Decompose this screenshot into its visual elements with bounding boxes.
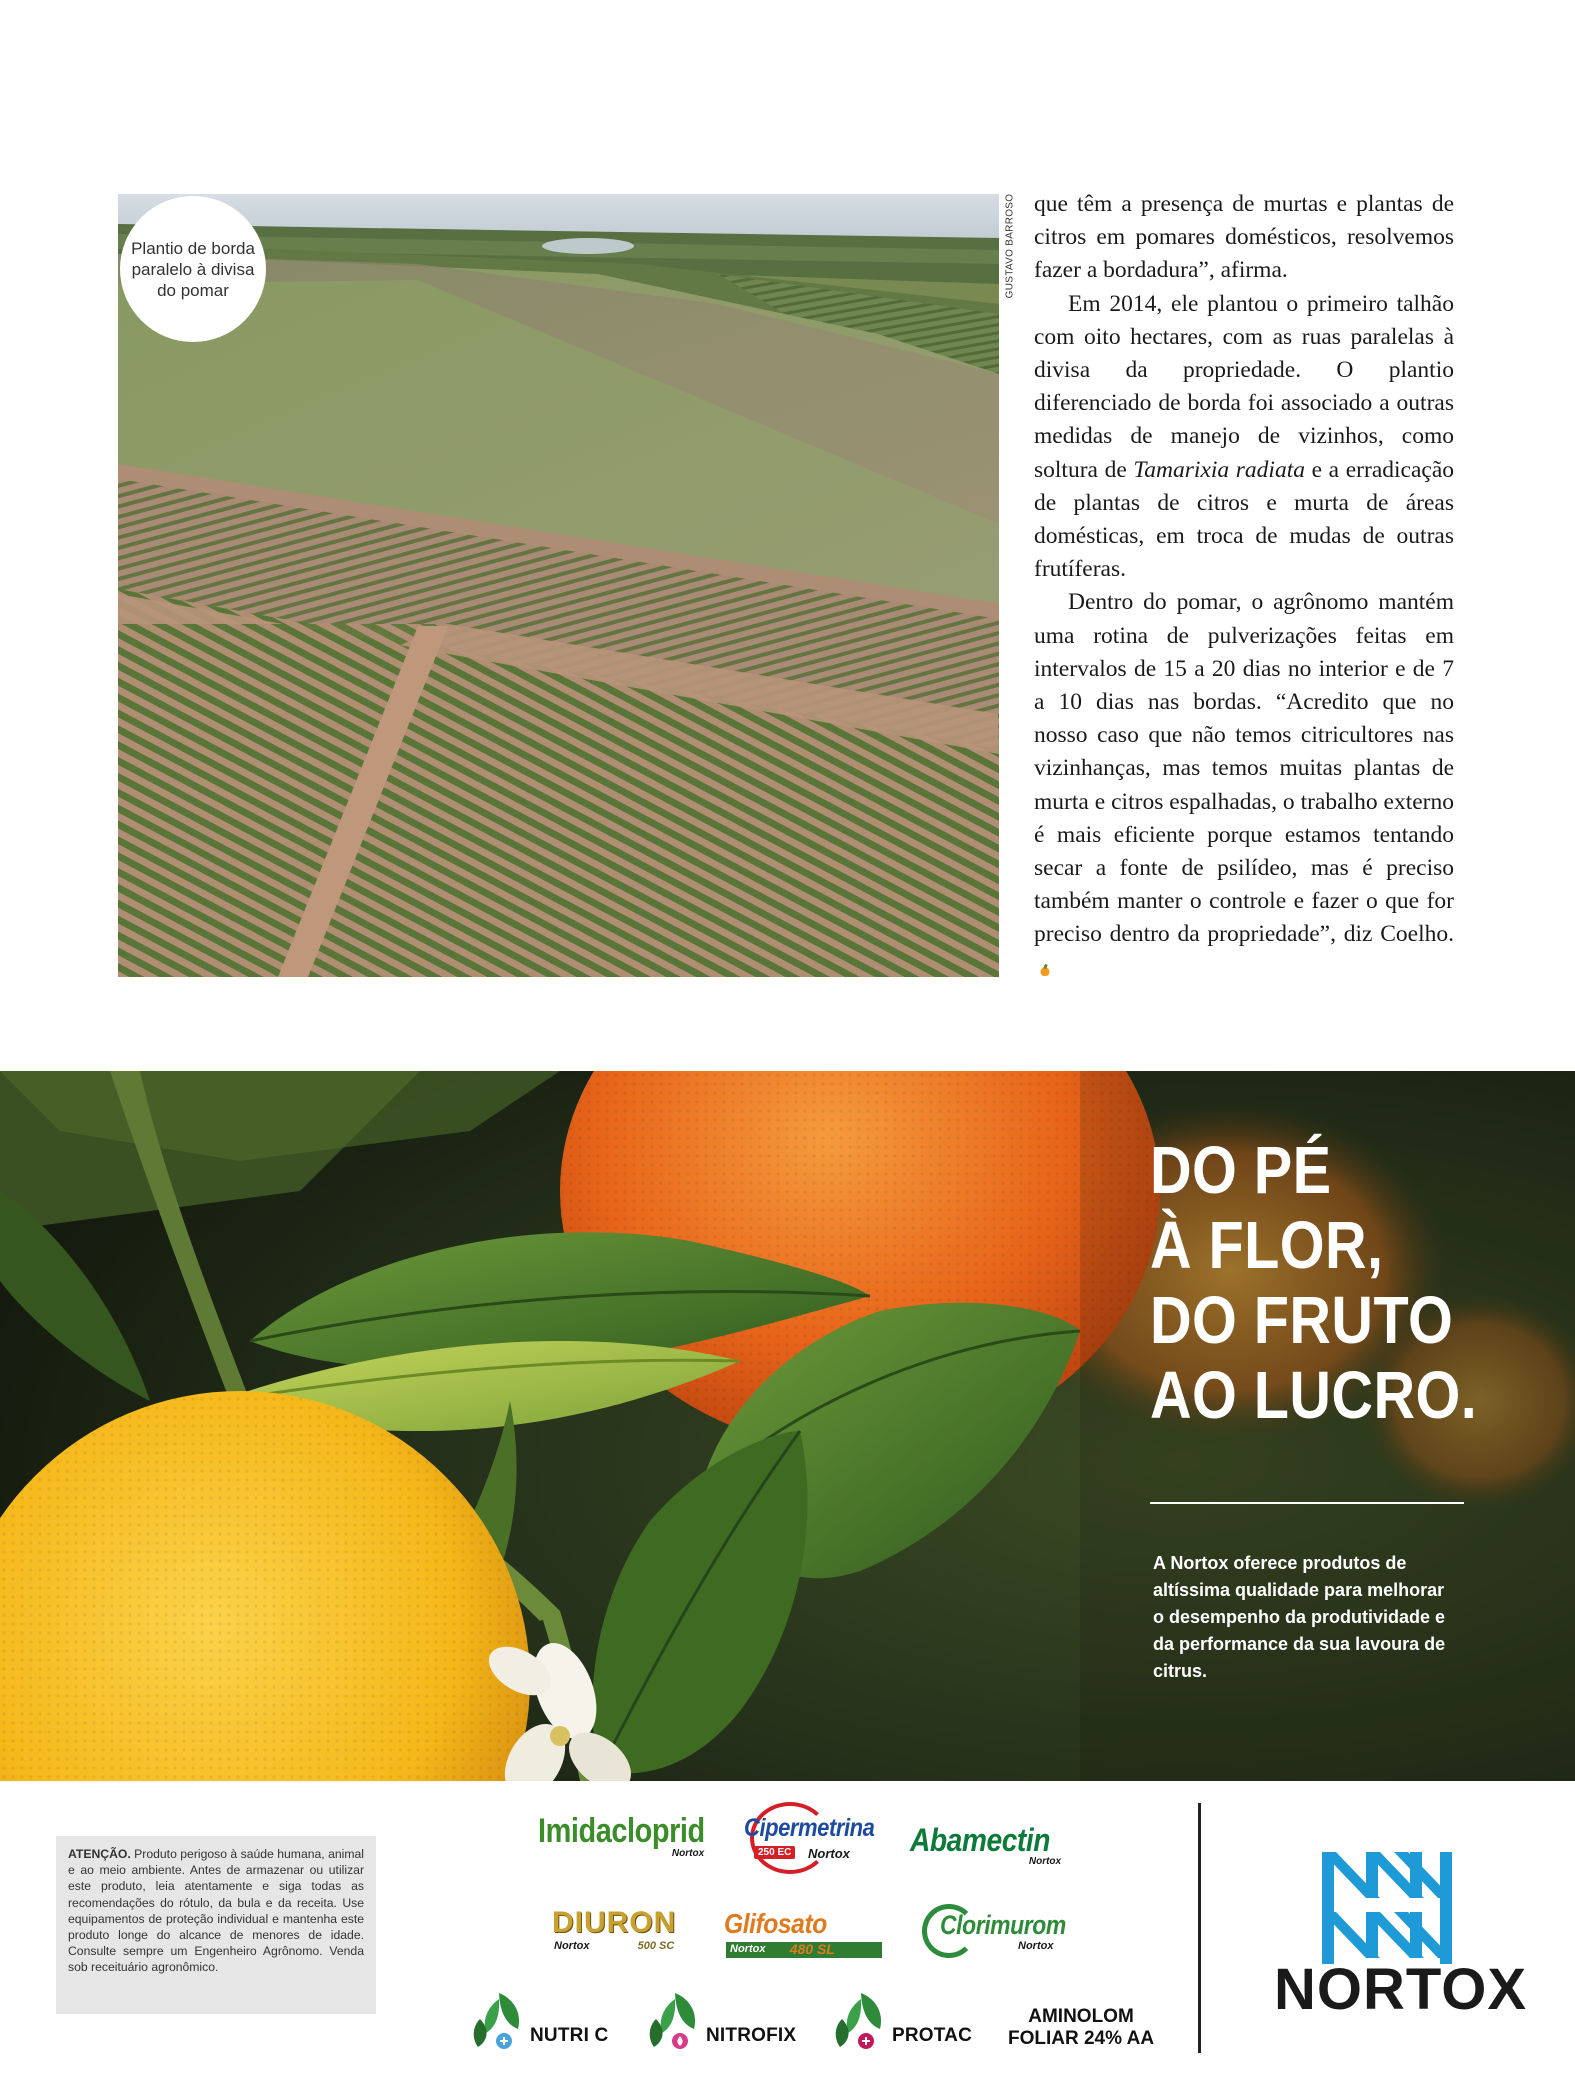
cipermetrina-name: Cipermetrina <box>744 1814 875 1842</box>
glifosato-formula: 480 SL <box>789 1941 835 1957</box>
imidacloprid-brand: Nortox <box>671 1848 705 1859</box>
diuron-formula: 500 SC <box>637 1940 675 1952</box>
leaf-icon <box>646 1989 704 2055</box>
article-paragraph-2 <box>1034 288 1454 587</box>
aminolom-formula: FOLIAR 24% AA <box>1008 2028 1155 2049</box>
nutric-logo <box>470 1985 608 2055</box>
glifosato-name: Glifosato <box>724 1908 827 1939</box>
footer-divider <box>1198 1803 1201 2053</box>
ad-headline <box>1150 1133 1494 1433</box>
article-paragraph-3-text: Dentro do pomar, o agrônomo mantém uma rotina de pulverizações feitas em intervalos de 15 a 20 dias no interior e de 7 a 10 dias nas bordas. “Acredito que no nosso caso que não temos citricultores nas vizinhanças, mas temos muitas plantas de murta e citros espalhadas, o trabalho externo é mais eficiente porque estamos tentando secar a fonte de psilídeo, mas é preciso também manter o controle e fazer o que for preciso dentro da propriedade”, diz Coelho. <box>1034 589 1454 948</box>
diuron-logo <box>552 1906 677 1952</box>
headline-line-2: À FLOR, <box>1150 1208 1384 1283</box>
nortox-wordmark: NORTOX <box>1274 1957 1528 2022</box>
abamectin-name: Abamectin <box>910 1822 1051 1858</box>
imidacloprid-logo <box>538 1812 734 1859</box>
protac-logo <box>832 1985 972 2055</box>
abamectin-logo <box>910 1822 1069 1867</box>
nitrofix-logo <box>646 1985 796 2055</box>
aminolom-name: AMINOLOM <box>1028 2006 1134 2027</box>
photo-caption-bubble <box>120 196 266 342</box>
cipermetrina-logo <box>740 1800 880 1870</box>
ad-divider-line <box>1150 1502 1464 1504</box>
article-paragraph-2-a: Em 2014, ele plantou o primeiro talhão com oito hectares, com as ruas paralelas à divisa da propriedade. O plantio diferenciado de borda foi associado a outras medidas de manejo de vizinhos, como soltura de <box>1034 290 1454 483</box>
aminolom-logo <box>1008 2006 1154 2050</box>
leaf-icon <box>832 1989 890 2055</box>
warning-label: ATENÇÃO. <box>68 1847 131 1861</box>
nutric-name: NUTRI C <box>530 2025 609 2046</box>
leaf-icon <box>470 1989 528 2055</box>
abamectin-brand: Nortox <box>1028 1856 1062 1867</box>
nortox-logo-icon <box>1322 1852 1452 1964</box>
protac-name: PROTAC <box>892 2025 973 2046</box>
warning-text: Produto perigoso à saúde humana, animal e ao meio ambiente. Antes de armazenar ou utilizar este produto, leia atentamente e siga todas as recomendações do rótulo, da bula e da receita. Use equipamentos de proteção individual e mantenha este produto longe do alcance de menores de idade. Consulte sempre um Engenheiro Agrônomo. Venda sob receituário agronômico. <box>68 1847 364 1975</box>
ad-body-text: A Nortox oferece produtos de altíssima qualidade para melhorar o desempenho da produtividade e da performance da sua lavoura de citrus. <box>1153 1553 1446 1681</box>
imidacloprid-name: Imidacloprid <box>538 1812 705 1850</box>
article-paragraph-2-b: e a erradicação de plantas de citros e murta de áreas domésticas, em troca de mudas de outras frutíferas. <box>1034 456 1454 583</box>
clorimurom-brand: Nortox <box>1018 1940 1054 1952</box>
headline-line-1: DO PÉ <box>1150 1133 1332 1208</box>
article-paragraph-3 <box>1034 586 1454 984</box>
photo-credit <box>1002 193 1018 299</box>
safety-warning-box <box>56 1836 376 2014</box>
orange-end-mark-icon <box>1040 964 1050 976</box>
glifosato-brand: Nortox <box>730 1943 766 1955</box>
glifosato-logo <box>724 1908 841 1957</box>
headline-line-4: AO LUCRO. <box>1150 1358 1478 1433</box>
article-paragraph-1: que têm a presença de murtas e plantas de citros em pomares domésticos, resolvemos fazer a bordadura”, afirma. <box>1034 191 1454 284</box>
clorimurom-name: Clorimurom <box>940 1910 1066 1940</box>
diuron-name: DIURON <box>552 1906 677 1939</box>
species-name: Tamarixia radiata <box>1133 456 1305 483</box>
cipermetrina-formula: 250 EC <box>754 1846 795 1859</box>
article-column <box>1034 188 1454 985</box>
diuron-brand: Nortox <box>554 1940 590 1952</box>
cipermetrina-brand: Nortox <box>808 1846 850 1861</box>
photo-credit-text: GUSTAVO BARROSO <box>1004 193 1016 299</box>
nitrofix-name: NITROFIX <box>706 2025 797 2046</box>
clorimurom-logo <box>922 1902 1072 1958</box>
photo-caption: Plantio de borda paralelo à divisa do pomar <box>131 238 255 300</box>
headline-line-3: DO FRUTO <box>1150 1283 1454 1358</box>
